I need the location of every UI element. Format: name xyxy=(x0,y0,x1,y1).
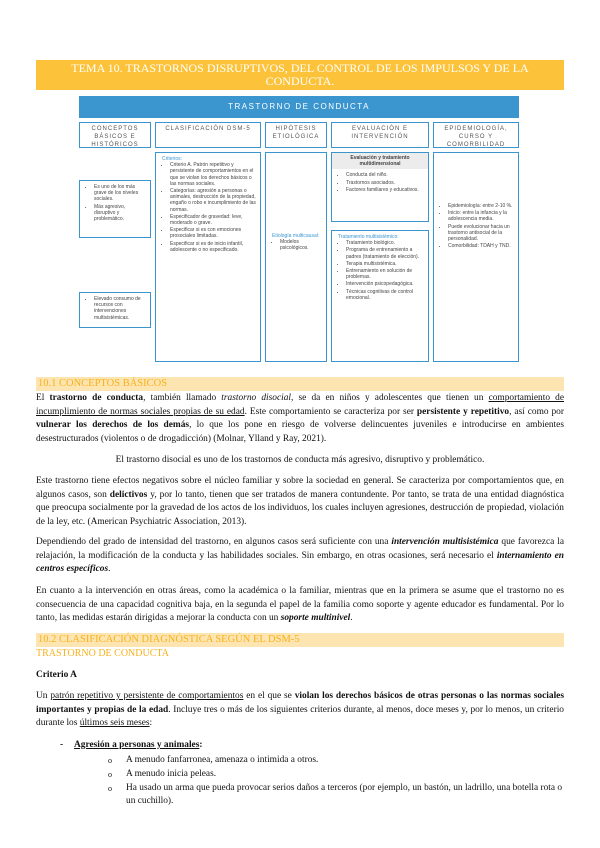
list-item: • Especificar si es de inicio infantil, adolescente o no especificado. xyxy=(170,241,257,253)
list-item: • Epidemiología: entre 2-10 %. xyxy=(448,203,515,209)
paragraph: En cuanto a la intervención en otras áreas, como la académica o la familiar, mientras que en la primera se asume que el trastorno no es consecuencia de una capacidad cognitiva baja, en la segunda el papel de la familia como soporte y agente educador es fundamental. Por lo tanto, las medidas estarán dirigidas a mejorar la conducta con un soporte multinivel. xyxy=(36,586,564,623)
list-item: • Conducta del niño. xyxy=(346,172,425,178)
list-item: • Modelos psicológicos. xyxy=(280,239,323,251)
list-item: • Categorías: agresión a personas o animales, destrucción de la propiedad, engaño o robo e incumplimiento de las normas. xyxy=(170,188,257,213)
column-head-etiology: HIPÓTESIS ETIOLÓGICA xyxy=(265,122,327,148)
list-item: • Elevado consumo de recursos con intervenciones multisistémicas. xyxy=(94,296,147,321)
evaluation-box xyxy=(331,152,429,222)
list-item: • Factores familiares y educativos. xyxy=(346,187,425,193)
list-item: • Terapia multisistémica. xyxy=(346,261,425,267)
criterion-heading: Criterio A xyxy=(36,670,77,680)
section-heading-basic-concepts: 10.1 CONCEPTOS BÁSICOS xyxy=(36,377,564,391)
list-item: o A menudo inicia peleas. xyxy=(74,768,564,781)
list-item: • Es uno de los más grave de los niveles sociales. xyxy=(94,184,147,203)
paragraph: El trastorno de conducta, también llamado trastorno disocial, se da en niños y adolescentes que tienen un comportamiento de incumplimiento de normas sociales propias de su edad. Este comportamiento se caracteriza por ser persistente y repetitivo, así como por vulnerar los derechos de los demás, lo que los pone en riesgo de volverse delincuentes juveniles e introducirse en ambientes desestructurados (violentos o de drogadicción) (Molnar, Ylland y Ray, 2021). xyxy=(36,393,564,444)
list-item: • Trastornos asociados. xyxy=(346,180,425,186)
paragraph: Dependiendo del grado de intensidad del trastorno, en algunos casos será suficiente con una intervención multisistémica que favorezca la relajación, la modificación de la conducta y las habilidades sociales. Sin embargo, en otras ocasiones, será necesario el internamiento en centros específicos. xyxy=(36,537,564,574)
section-heading-classification: 10.2 CLASIFICACIÓN DIAGNÓSTICA SEGÚN EL DSM-5 xyxy=(36,633,564,647)
paragraph-centered: El trastorno disocial es uno de los trastornos de conducta más agresivo, disruptivo y problemático. xyxy=(115,455,485,465)
list-item: • Programa de entrenamiento a padres (tratamiento de elección). xyxy=(346,247,425,259)
etiology-box xyxy=(265,152,327,362)
list-item: o Ha usado un arma que pueda provocar serios daños a terceros (por ejemplo, un bastón, un ladrillo, una botella rota o un cuchillo). xyxy=(74,782,564,808)
list-item: • Entrenamiento en solución de problemas. xyxy=(346,268,425,280)
evaluation-box-title: Evaluación y tratamiento multidimensional xyxy=(332,153,428,169)
column-head-epidemiology: EPIDEMIOLOGÍA, CURSO Y COMORBILIDAD xyxy=(433,122,519,148)
etiology-label: Etiología multicausal: xyxy=(272,233,320,239)
basic-concepts-box-2 xyxy=(79,292,151,328)
list-item: • Criterio A. Patrón repetitivo y persistente de comportamientos en el que se violan los derechos básicos o las normas sociales. xyxy=(170,162,257,187)
treatment-box xyxy=(331,230,429,362)
list-item: • Especificador de gravedad: leve, moderado o grave. xyxy=(170,214,257,226)
list-item: • Más agresivo, disruptivo y problemático. xyxy=(94,204,147,223)
concept-map-header: TRASTORNO DE CONDUCTA xyxy=(79,96,519,118)
column-head-basic-concepts: CONCEPTOS BÁSICOS E HISTÓRICOS xyxy=(79,122,151,148)
classification-box xyxy=(155,152,261,362)
paragraph: Este trastorno tiene efectos negativos sobre el núcleo familiar y sobre la sociedad en general. Se caracteriza por comportamientos que, en algunos casos, son delictivos y, por lo tanto, tienen que ser tratados de manera contundente. Por tanto, se trata de una entidad diagnóstica que preocupa socialmente por la gravedad de los actos de los individuos, los cuales incluyen agresiones, destrucción de propiedad, violación de la ley, etc. (American Psychiatric Association, 2013). xyxy=(36,476,564,527)
column-head-classification: CLASIFICACIÓN DSM-5 xyxy=(155,122,261,148)
basic-concepts-box-1 xyxy=(79,180,151,238)
concept-map xyxy=(79,96,519,364)
subheading-conduct-disorder: TRASTORNO DE CONDUCTA xyxy=(36,648,169,659)
criteria-list xyxy=(56,739,564,809)
treatment-box-title: Tratamiento multisistémico: xyxy=(338,234,399,240)
column-head-evaluation: EVALUACIÓN E INTERVENCIÓN xyxy=(331,122,429,148)
list-item: o A menudo fanfarronea, amenaza o intimida a otros. xyxy=(74,754,564,767)
list-item: - Agresión a personas y animales: o A menudo fanfarronea, amenaza o intimida a otros. o A menudo inicia peleas. o Ha usado un arma que pueda provocar serios daños a terceros (por ejemplo, un bastón, un ladrillo, una botella rota o un cuchillo). xyxy=(56,739,564,808)
list-item: • Tratamiento biológico. xyxy=(346,240,425,246)
list-item: • Comorbilidad: TDAH y TND. xyxy=(448,243,515,249)
list-item: • Puede evolucionar hacia un trastorno antisocial de la personalidad. xyxy=(448,224,515,243)
list-item: • Intervención psicopedagógica. xyxy=(346,281,425,287)
list-item: • Especificar si es con emociones prosociales limitadas. xyxy=(170,227,257,239)
document-title: TEMA 10. TRASTORNOS DISRUPTIVOS, DEL CONTROL DE LOS IMPULSOS Y DE LA CONDUCTA. xyxy=(36,60,564,90)
paragraph: Un patrón repetitivo y persistente de comportamientos en el que se violan los derechos básicos de otras personas o las normas sociales importantes y propias de la edad. Incluye tres o más de los siguientes criterios durante, al menos, doce meses y, por lo menos, un criterio durante los últimos seis meses: xyxy=(36,691,564,728)
classification-label: Criterios: xyxy=(162,156,183,162)
epidemiology-box xyxy=(433,152,519,362)
list-item: • Técnicas cognitivas de control emocional. xyxy=(346,289,425,301)
list-item: • Inicio: entre la infancia y la adolescencia media. xyxy=(448,210,515,222)
